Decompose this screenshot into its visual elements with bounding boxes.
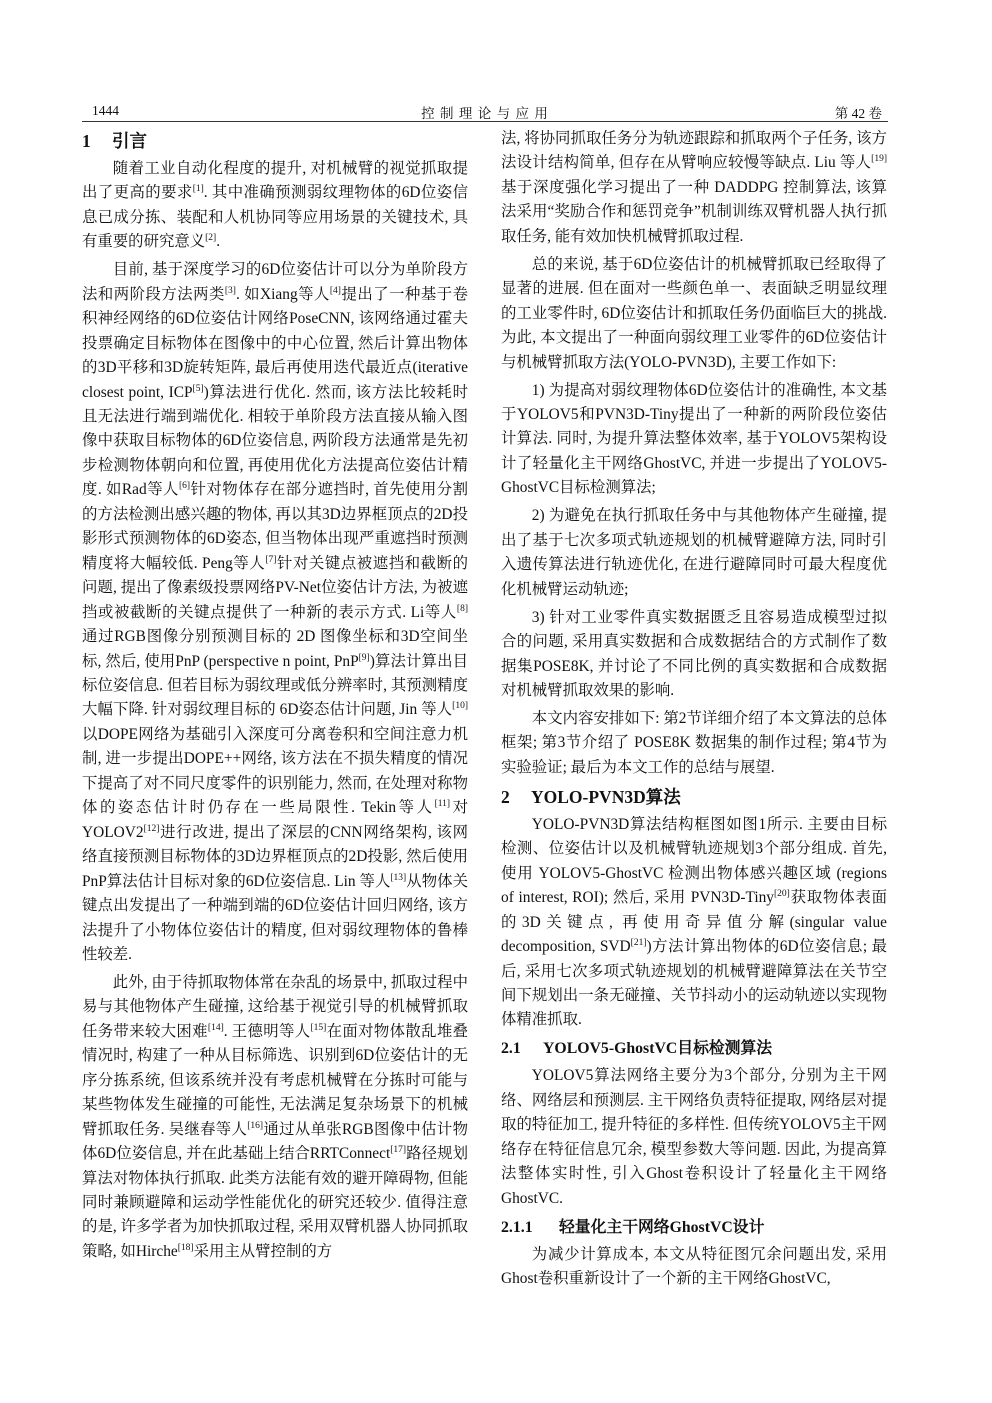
paragraph <box>501 127 887 249</box>
heading-text: 轻量化主干网络GhostVC设计 <box>559 1218 765 1236</box>
citation-ref: [3] <box>224 285 236 296</box>
paragraph-text: 基于深度强化学习提出了一种 DADDPG 控制算法, 该算法采用“奖励合作和惩罚竞争”机制训练双臂机器人执行抓取任务, 能有效加快机械臂抓取过程. <box>501 178 887 245</box>
paragraph-text: 随着工业自动化程度的提升, 对机械臂的视觉抓取提出了更高的要求 <box>82 160 468 202</box>
paragraph <box>82 258 468 967</box>
citation-ref: [17] <box>390 1145 407 1156</box>
paragraph-text: 3) 针对工业零件真实数据匮乏且容易造成模型过拟合的问题, 采用真实数据和合成数据结合的方式制作了数据集POSE8K, 并讨论了不同比例的真实数据和合成数据对机械臂抓取效果的影响. <box>501 608 887 699</box>
paragraph-text: 2) 为避免在执行抓取任务中与其他物体产生碰撞, 提出了基于七次多项式轨迹规划的机械臂避障方法, 同时引入遗传算法进行轨迹优化, 在进行避障同时可最大程度优化机械臂运动轨迹; <box>501 507 887 598</box>
citation-ref: [9] <box>358 652 370 663</box>
paragraph-text: 针对关键点被遮挡和截断的问题, 提出了像素级投票网络PV-Net位姿估计方法, 为被遮挡或被截断的关键点提供了一种新的表示方式. Li等人 <box>82 554 468 621</box>
section-heading <box>501 784 887 810</box>
paragraph-text: 通过RGB图像分别预测目标的 2D 图像坐标和3D空间坐标, 然后, 使用PnP (perspective n point, PnP <box>82 628 468 670</box>
paragraph-text: 目前, 基于深度学习的6D位姿估计可以分为单阶段方法和两阶段方法两类 <box>82 261 468 303</box>
paragraph-text: )算法进行优化. 然而, 该方法比较耗时且无法进行端到端优化. 相较于单阶段方法直接从输入图像中获取目标物体的6D位姿信息, 两阶段方法通常是先初步检测物体朝向和位置, 再使用优化方法提高位姿估计精度. 如Rad等人 <box>82 383 468 499</box>
paragraph <box>501 379 887 501</box>
citation-ref: [15] <box>310 1022 327 1033</box>
paragraph-text: . <box>216 233 221 251</box>
citation-ref: [4] <box>329 285 341 296</box>
paragraph <box>501 707 887 780</box>
paragraph-text: YOLOV5算法网络主要分为3个部分, 分别为主干网络、网络层和预测层. 主干网络负责特征提取, 网络层对提取的特征加工, 提升特征的多样性. 但传统YOLOV5主干网络存在特征信息冗余, 模型参数大等问题. 因此, 为提高算法整体实时性, 引入Ghost卷积设计了轻量化主干网络GhostVC. <box>501 1067 887 1207</box>
paragraph-text: . 其中准确预测弱纹理物体的6D位姿信息已成分拣、装配和人机协同等应用场景的关键技术, 具有重要的研究意义 <box>82 184 468 251</box>
heading-number: 2.1 <box>501 1040 521 1058</box>
paragraph <box>501 1064 887 1211</box>
subsection-heading <box>501 1036 887 1062</box>
citation-ref: [12] <box>143 823 160 834</box>
paragraph <box>501 1243 887 1292</box>
heading-text: YOLO-PVN3D算法 <box>531 786 681 807</box>
paragraph-text: 总的来说, 基于6D位姿估计的机械臂抓取已经取得了显著的进展. 但在面对一些颜色单一、表面缺乏明显纹理的工业零件时, 6D位姿估计和抓取任务仍面临巨大的挑战. 为此, 本文提出了一种面向弱纹理工业零件的6D位姿估计与机械臂抓取方法(YOLO-PVN3D), 主要工作如下: <box>501 255 887 371</box>
page-number: 1444 <box>92 103 119 118</box>
citation-ref: [20] <box>774 889 790 900</box>
paragraph <box>82 157 468 255</box>
paragraph-text: 获取物体表面的3D关键点, 再使用奇异值分解(singular value decomposition, SVD <box>501 889 887 956</box>
paragraph-text: 1) 为提高对弱纹理物体6D位姿估计的准确性, 本文基于YOLOV5和PVN3D-Tiny提出了一种新的两阶段位姿估计算法. 同时, 为提升算法整体效率, 基于YOLOV5架构设计了轻量化主干网络GhostVC, 并进一步提出了YOLOV5-GhostVC目标检测算法; <box>501 381 887 497</box>
paragraph-text: 通过从单张RGB图像中估计物体6D位姿信息, 并在此基础上结合RRTConnect <box>82 1120 468 1163</box>
right-column <box>501 127 887 1295</box>
paragraph <box>501 253 887 375</box>
paragraph-text: 针对物体存在部分遮挡时, 首先使用分割的方法检测出感兴趣的物体, 再以其3D边界框顶点的2D投影形式预测物体的6D姿态, 但当物体出现严重遮挡时预测精度将大幅较低. Peng等人 <box>82 481 468 572</box>
citation-ref: [19] <box>871 154 887 165</box>
citation-ref: [7] <box>265 554 277 565</box>
citation-ref: [10] <box>452 701 468 712</box>
paragraph-text: YOLO-PVN3D算法结构框图如图1所示. 主要由目标检测、位姿估计以及机械臂轨迹规划3个部分组成. 首先, 使用 YOLOV5-GhostVC 检测出物体感兴趣区域 (regions of interest, ROI); 然后, 采用 PVN3D-Tiny <box>501 815 887 907</box>
paragraph-text: 从物体关键点出发提出了一种端到端的6D位姿估计回归网络, 该方法提升了小物体位姿估计的精度, 但对弱纹理物体的鲁棒性较差. <box>82 872 468 963</box>
paragraph-text: . 如Xiang等人 <box>235 285 330 303</box>
paragraph-text: 采用主从臂控制的方 <box>193 1242 333 1260</box>
paragraph <box>501 606 887 704</box>
paragraph-text: 为减少计算成本, 本文从特征图冗余问题出发, 采用Ghost卷积重新设计了一个新的主干网络GhostVC, <box>501 1245 887 1288</box>
paragraph-text: 在面对物体散乱堆叠情况时, 构建了一种从目标筛选、识别到6D位姿估计的无序分拣系统, 但该系统并没有考虑机械臂在分拣时可能与某些物体发生碰撞的可能性, 无法满足复杂场景下的机械臂抓取任务. 吴继春等人 <box>82 1022 468 1138</box>
left-column <box>82 127 468 1268</box>
section-heading <box>82 128 468 154</box>
citation-ref: [11] <box>434 799 451 810</box>
paragraph-text: 进行改进, 提出了深层的CNN网络架构, 该网络直接预测目标物体的3D边界框顶点的2D投影, 然后使用PnP算法估计目标对象的6D位姿信息. Lin 等人 <box>82 823 468 890</box>
citation-ref: [18] <box>177 1242 194 1253</box>
citation-ref: [6] <box>178 481 191 492</box>
heading-text: 引言 <box>112 131 147 151</box>
paragraph-text: 提出了一种基于卷积神经网络的6D位姿估计网络PoseCNN, 该网络通过霍夫投票确定目标物体在图像中的中心位置, 然后计算出物体的3D平移和3D旋转矩阵, 最后再使用迭代最近点(iterative closest point, ICP <box>82 285 468 401</box>
paragraph-text: 以DOPE网络为基础引入深度可分离卷积和空间注意力机制, 进一步提出DOPE++网络, 该方法在不损失精度的情况下提高了对不同尺度零件的识别能力, 然而, 在处理对称物体的姿态估计时仍存在一些局限性. Tekin等人 <box>82 725 468 817</box>
paragraph <box>501 504 887 602</box>
heading-number: 1 <box>82 131 91 151</box>
paragraph-text: 路径规划算法对物体执行抓取. 此类方法能有效的避开障碍物, 但能同时兼顾避障和运动学性能优化的研究还较少. 值得注意的是, 许多学者为加快抓取过程, 采用双臂机器人协同抓取策略, 如Hirche <box>82 1145 468 1260</box>
paragraph <box>82 971 468 1264</box>
journal-title: 控 制 理 论 与 应 用 <box>421 106 549 121</box>
citation-ref: [21] <box>630 938 647 949</box>
citation-ref: [16] <box>247 1120 264 1131</box>
paragraph-text: 法, 将协同抓取任务分为轨迹跟踪和抓取两个子任务, 该方法设计结构简单, 但存在从臂响应较慢等缺点. Liu 等人 <box>501 130 887 172</box>
paragraph-text: )方法计算出物体的6D位姿信息; 最后, 采用七次多项式轨迹规划的机械臂避障算法在关节空间下规划出一条无碰撞、关节抖动小的运动轨迹以实现物体精准抓取. <box>501 938 888 1029</box>
heading-number: 2.1.1 <box>501 1218 533 1236</box>
paragraph-text: . 王德明等人 <box>223 1022 311 1040</box>
paragraph-text: )算法计算出目标位姿信息. 但若目标为弱纹理或低分辨率时, 其预测精度大幅下降. 针对弱纹理目标的 6D姿态估计问题, Jin 等人 <box>82 652 468 719</box>
paragraph-text: 此外, 由于待抓取物体常在杂乱的场景中, 抓取过程中易与其他物体产生碰撞, 这给基于视觉引导的机械臂抓取任务带来较大困难 <box>82 973 468 1040</box>
citation-ref: [8] <box>456 603 468 614</box>
heading-number: 2 <box>501 786 510 807</box>
heading-text: YOLOV5-GhostVC目标检测算法 <box>543 1040 773 1058</box>
volume-label: 第 42 卷 <box>834 106 882 121</box>
paragraph <box>501 813 887 1033</box>
citation-ref: [14] <box>207 1022 224 1033</box>
citation-ref: [5] <box>192 383 204 394</box>
running-header <box>82 101 888 122</box>
subsection-heading <box>501 1215 887 1241</box>
citation-ref: [13] <box>390 872 407 883</box>
paragraph-text: 对YOLOV2 <box>82 799 468 841</box>
citation-ref: [1] <box>192 184 204 195</box>
citation-ref: [2] <box>205 233 217 244</box>
paragraph-text: 本文内容安排如下: 第2节详细介绍了本文算法的总体框架; 第3节介绍了 POSE8K 数据集的制作过程; 第4节为实验验证; 最后为本文工作的总结与展望. <box>501 709 887 776</box>
